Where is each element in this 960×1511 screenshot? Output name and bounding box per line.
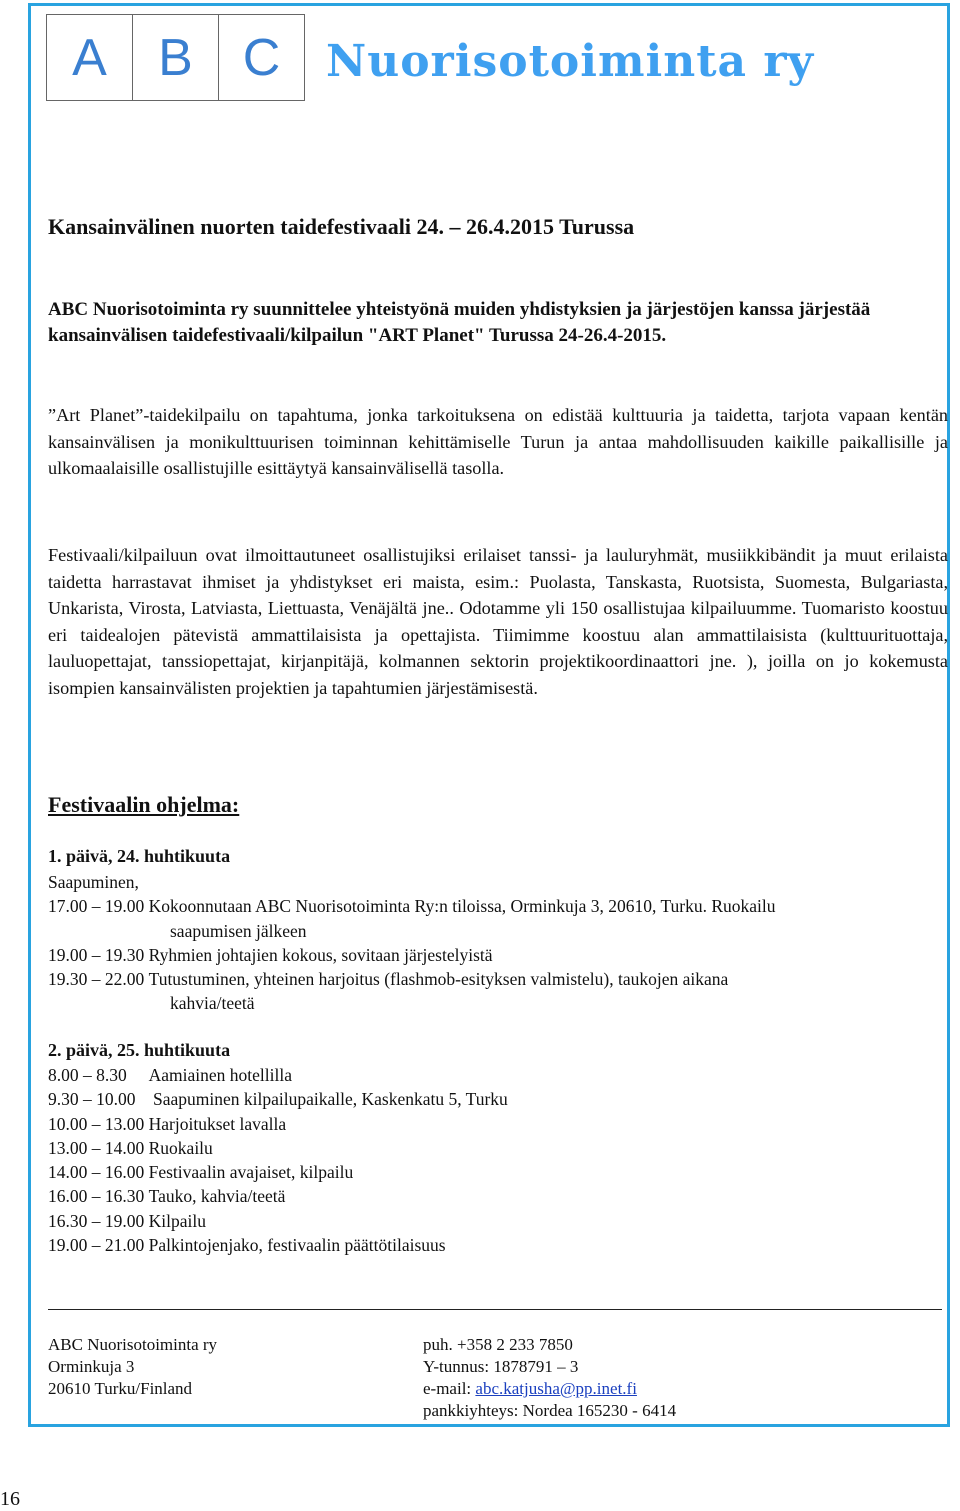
schedule-row (48, 1136, 948, 1160)
footer-phone: puh. +358 2 233 7850 (423, 1335, 573, 1354)
day1-intro: Saapuminen, (48, 872, 139, 892)
schedule-desc: Tutustuminen, yhteinen harjoitus (flashmob-esityksen valmistelu), taukojen aikana (148, 969, 729, 990)
abc-logo (46, 14, 307, 101)
footer-bank: pankkiyhteys: Nordea 165230 - 6414 (423, 1401, 677, 1420)
footer-divider (48, 1309, 942, 1310)
schedule-row (48, 1233, 948, 1257)
schedule-desc-cont: saapumisen jälkeen (170, 920, 307, 941)
paragraph-2: Festivaali/kilpailuun ovat ilmoittautuneet osallistujiksi erilaiset tanssi- ja lauluryhmät, musiikkibändit ja muut erilaista taidetta harrastavat ihmiset ja yhdistykset eri maista, esim.: Puolasta, Tanskasta, Ruotsista, Suomesta, Bulgariasta, Unkarista, Virosta, Latviasta, Liettuasta, Venäjältä jne.. Odotamme yli 150 osallistujaa kilpailuumme. Tuomaristo koostuu eri taidealojen pätevistä ammattilaisista ja opettajista. Tiimimme koostuu alan ammattilaisista (kulttuurituottaja, lauluopettajat, tanssiopettajat, kirjanpitäjä, kolmannen sektorin projektikoordinaattori jne. ), joilla on jo kokemusta isompien kansainvälisten projektien ja tapahtumien järjestämisestä. (48, 545, 948, 698)
footer-email-label: e-mail: (423, 1379, 476, 1398)
schedule-row (48, 1063, 948, 1087)
schedule-row (48, 1209, 948, 1233)
footer-address (48, 1334, 217, 1400)
schedule-time: 16.00 – 16.30 (48, 1186, 149, 1207)
schedule-time: 13.00 – 14.00 (48, 1137, 149, 1158)
schedule-row (48, 943, 948, 967)
footer-contact (423, 1334, 676, 1422)
schedule-row (48, 1184, 948, 1208)
day2-title: 2. päivä, 25. huhtikuuta (48, 1040, 231, 1060)
footer-email-line (423, 1378, 676, 1400)
schedule-time: 19.30 – 22.00 (48, 969, 149, 990)
program-heading: Festivaalin ohjelma: (48, 792, 240, 817)
footer-street: Orminkuja 3 (48, 1357, 135, 1376)
schedule-desc: Harjoitukset lavalla (148, 1113, 287, 1134)
schedule-desc: Aamiainen hotellilla (148, 1065, 292, 1085)
schedule-row (48, 894, 948, 918)
schedule-desc-cont: kahvia/teetä (170, 993, 255, 1014)
schedule-time: 9.30 – 10.00 (48, 1089, 153, 1110)
lead-paragraph: ABC Nuorisotoiminta ry suunnittelee yhteistyönä muiden yhdistyksien ja järjestöjen kanssa järjestää kansainvälisen taidefestivaali/kilpailun "ART Planet" Turussa 24-26.4-2015. (48, 299, 871, 346)
day1-schedule (48, 870, 948, 1016)
schedule-row (48, 1160, 948, 1184)
schedule-time: 8.00 – 8.30 (48, 1065, 149, 1085)
logo-letter-b: B (132, 14, 219, 101)
schedule-time: 10.00 – 13.00 (48, 1113, 149, 1134)
schedule-desc: Tauko, kahvia/teetä (148, 1186, 286, 1207)
page-number: 16 (0, 1488, 20, 1510)
schedule-desc: Ryhmien johtajien kokous, sovitaan järjestelyistä (148, 944, 493, 965)
paragraph-1: ”Art Planet”-taidekilpailu on tapahtuma, jonka tarkoituksena on edistää kulttuuria ja taidetta, tarjota vapaan kentän kansainvälisen ja monikulttuurisen toiminnan kehittämiselle Turun ja antaa mahdollisuuden kaikille paikallisille ja ulkomaalaisille osallistujille esittäytyä kansainvälisellä tasolla. (48, 405, 948, 478)
schedule-time: 14.00 – 16.00 (48, 1162, 149, 1183)
footer-ytunnus: Y-tunnus: 1878791 – 3 (423, 1357, 579, 1376)
footer-org-name: ABC Nuorisotoiminta ry (48, 1335, 218, 1354)
schedule-time: 17.00 – 19.00 (48, 896, 149, 917)
day1-title: 1. päivä, 24. huhtikuuta (48, 846, 231, 866)
schedule-time: 19.00 – 21.00 (48, 1235, 149, 1256)
schedule-desc: Ruokailu (148, 1137, 213, 1158)
schedule-time: 16.30 – 19.00 (48, 1210, 149, 1231)
schedule-time: 19.00 – 19.30 (48, 944, 149, 965)
schedule-row (48, 1087, 948, 1111)
document-heading: Kansainvälinen nuorten taidefestivaali 24. – 26.4.2015 Turussa (48, 214, 635, 239)
schedule-row (48, 967, 948, 991)
schedule-desc: Kilpailu (148, 1210, 206, 1231)
email-link[interactable]: abc.katjusha@pp.inet.fi (475, 1379, 637, 1398)
logo-letter-c: C (218, 14, 305, 101)
schedule-desc: Kokoonnutaan ABC Nuorisotoiminta Ry:n tiloissa, Orminkuja 3, 20610, Turku. Ruokailu (148, 896, 776, 917)
day2-schedule (48, 1063, 948, 1257)
logo-letter-a: A (46, 14, 133, 101)
schedule-desc: Saapuminen kilpailupaikalle, Kaskenkatu 5, Turku (153, 1089, 508, 1110)
schedule-desc: Palkintojenjako, festivaalin päättötilaisuus (148, 1235, 446, 1256)
footer-city: 20610 Turku/Finland (48, 1379, 193, 1398)
schedule-desc: Festivaalin avajaiset, kilpailu (148, 1162, 354, 1183)
schedule-row (48, 1112, 948, 1136)
org-title: Nuorisotoiminta ry (326, 36, 815, 87)
